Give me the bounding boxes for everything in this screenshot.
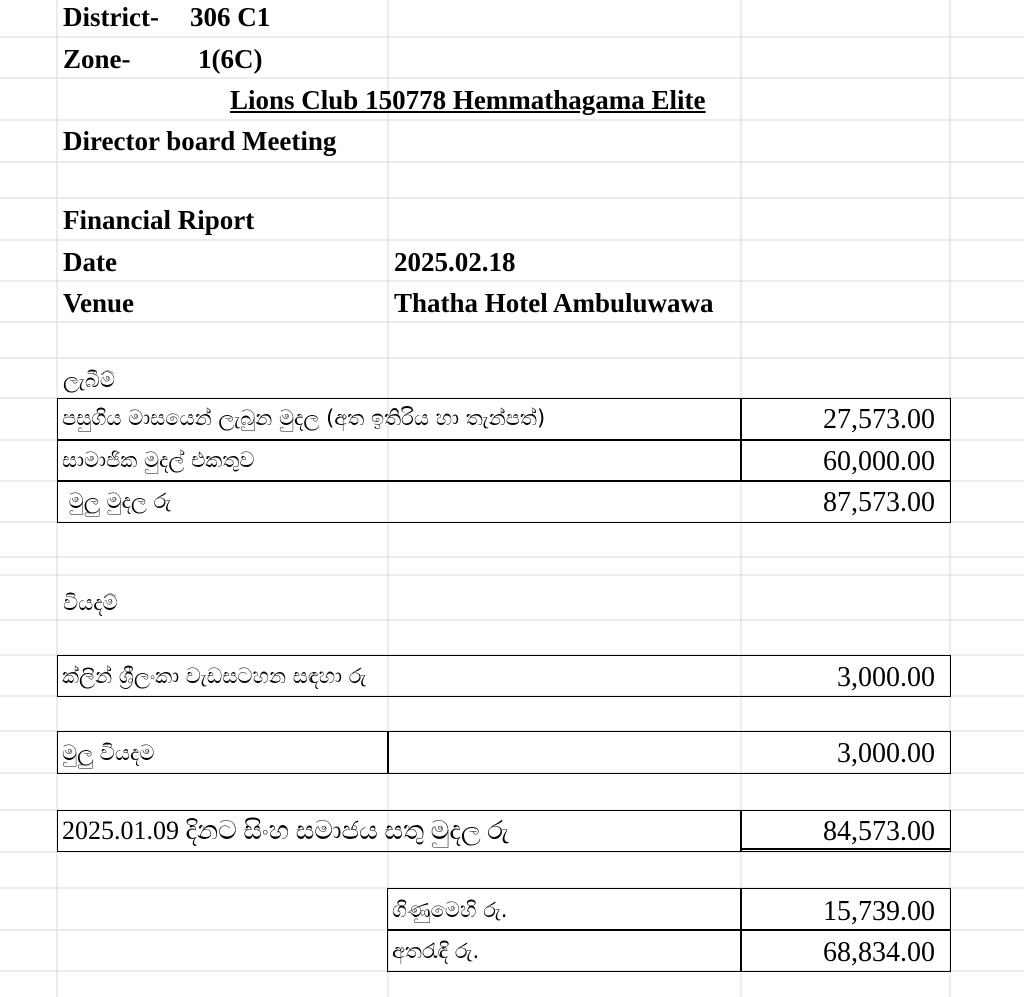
income-row-amount: 60,000.00 xyxy=(823,446,935,477)
meeting-title: Director board Meeting xyxy=(63,126,337,156)
zone-value: 1(6C) xyxy=(198,44,263,74)
district-value: 306 C1 xyxy=(190,2,271,32)
income-total-label: මුලු මුදල රු xyxy=(62,489,172,513)
expense-total-label: මුලු වියදම xyxy=(62,741,155,765)
income-heading: ලැබීම් xyxy=(63,368,115,392)
club-title: Lions Club 150778 Hemmathagama Elite xyxy=(230,85,706,115)
date-value: 2025.02.18 xyxy=(394,247,516,277)
zone-label: Zone- xyxy=(63,44,131,74)
breakdown-account-amount: 15,739.00 xyxy=(823,896,935,927)
expense-total-divider xyxy=(387,731,389,774)
expense-item-amount: 3,000.00 xyxy=(837,662,935,693)
income-row-label: පසුගිය මාසයෙන් ලැබුන මුදල (අත ඉතිරිය හා තැන්පත්) xyxy=(62,406,546,430)
expense-item-label: ක්ලින් ශ්‍රීලංකා වැඩසටහන සඳහා රු xyxy=(62,664,367,688)
report-title: Financial Riport xyxy=(63,205,255,235)
expense-total-amount: 3,000.00 xyxy=(837,738,935,769)
income-total-amount: 87,573.00 xyxy=(823,487,935,518)
venue-value: Thatha Hotel Ambuluwawa xyxy=(394,288,714,318)
date-label: Date xyxy=(63,247,117,277)
balance-amount: 84,573.00 xyxy=(823,816,935,847)
breakdown-imprest-label: අතරැඳි රු. xyxy=(392,939,480,963)
venue-label: Venue xyxy=(63,288,135,318)
breakdown-row-line xyxy=(387,929,951,931)
income-row-label: සාමාජික මුදල් එකතුව xyxy=(62,448,255,472)
district-label: District- xyxy=(63,2,159,32)
income-row-amount: 27,573.00 xyxy=(823,404,935,435)
expenses-heading: වියදම් xyxy=(63,591,118,615)
breakdown-imprest-amount: 68,834.00 xyxy=(823,937,935,968)
balance-label: 2025.01.09 දිනට සිංහ සමාජය සතු මුදල රු xyxy=(62,816,509,845)
income-row-line xyxy=(57,439,951,441)
income-row-line xyxy=(57,480,951,482)
breakdown-account-label: ගිණුමෙහි රු. xyxy=(392,898,508,922)
balance-double-underline xyxy=(741,848,951,850)
